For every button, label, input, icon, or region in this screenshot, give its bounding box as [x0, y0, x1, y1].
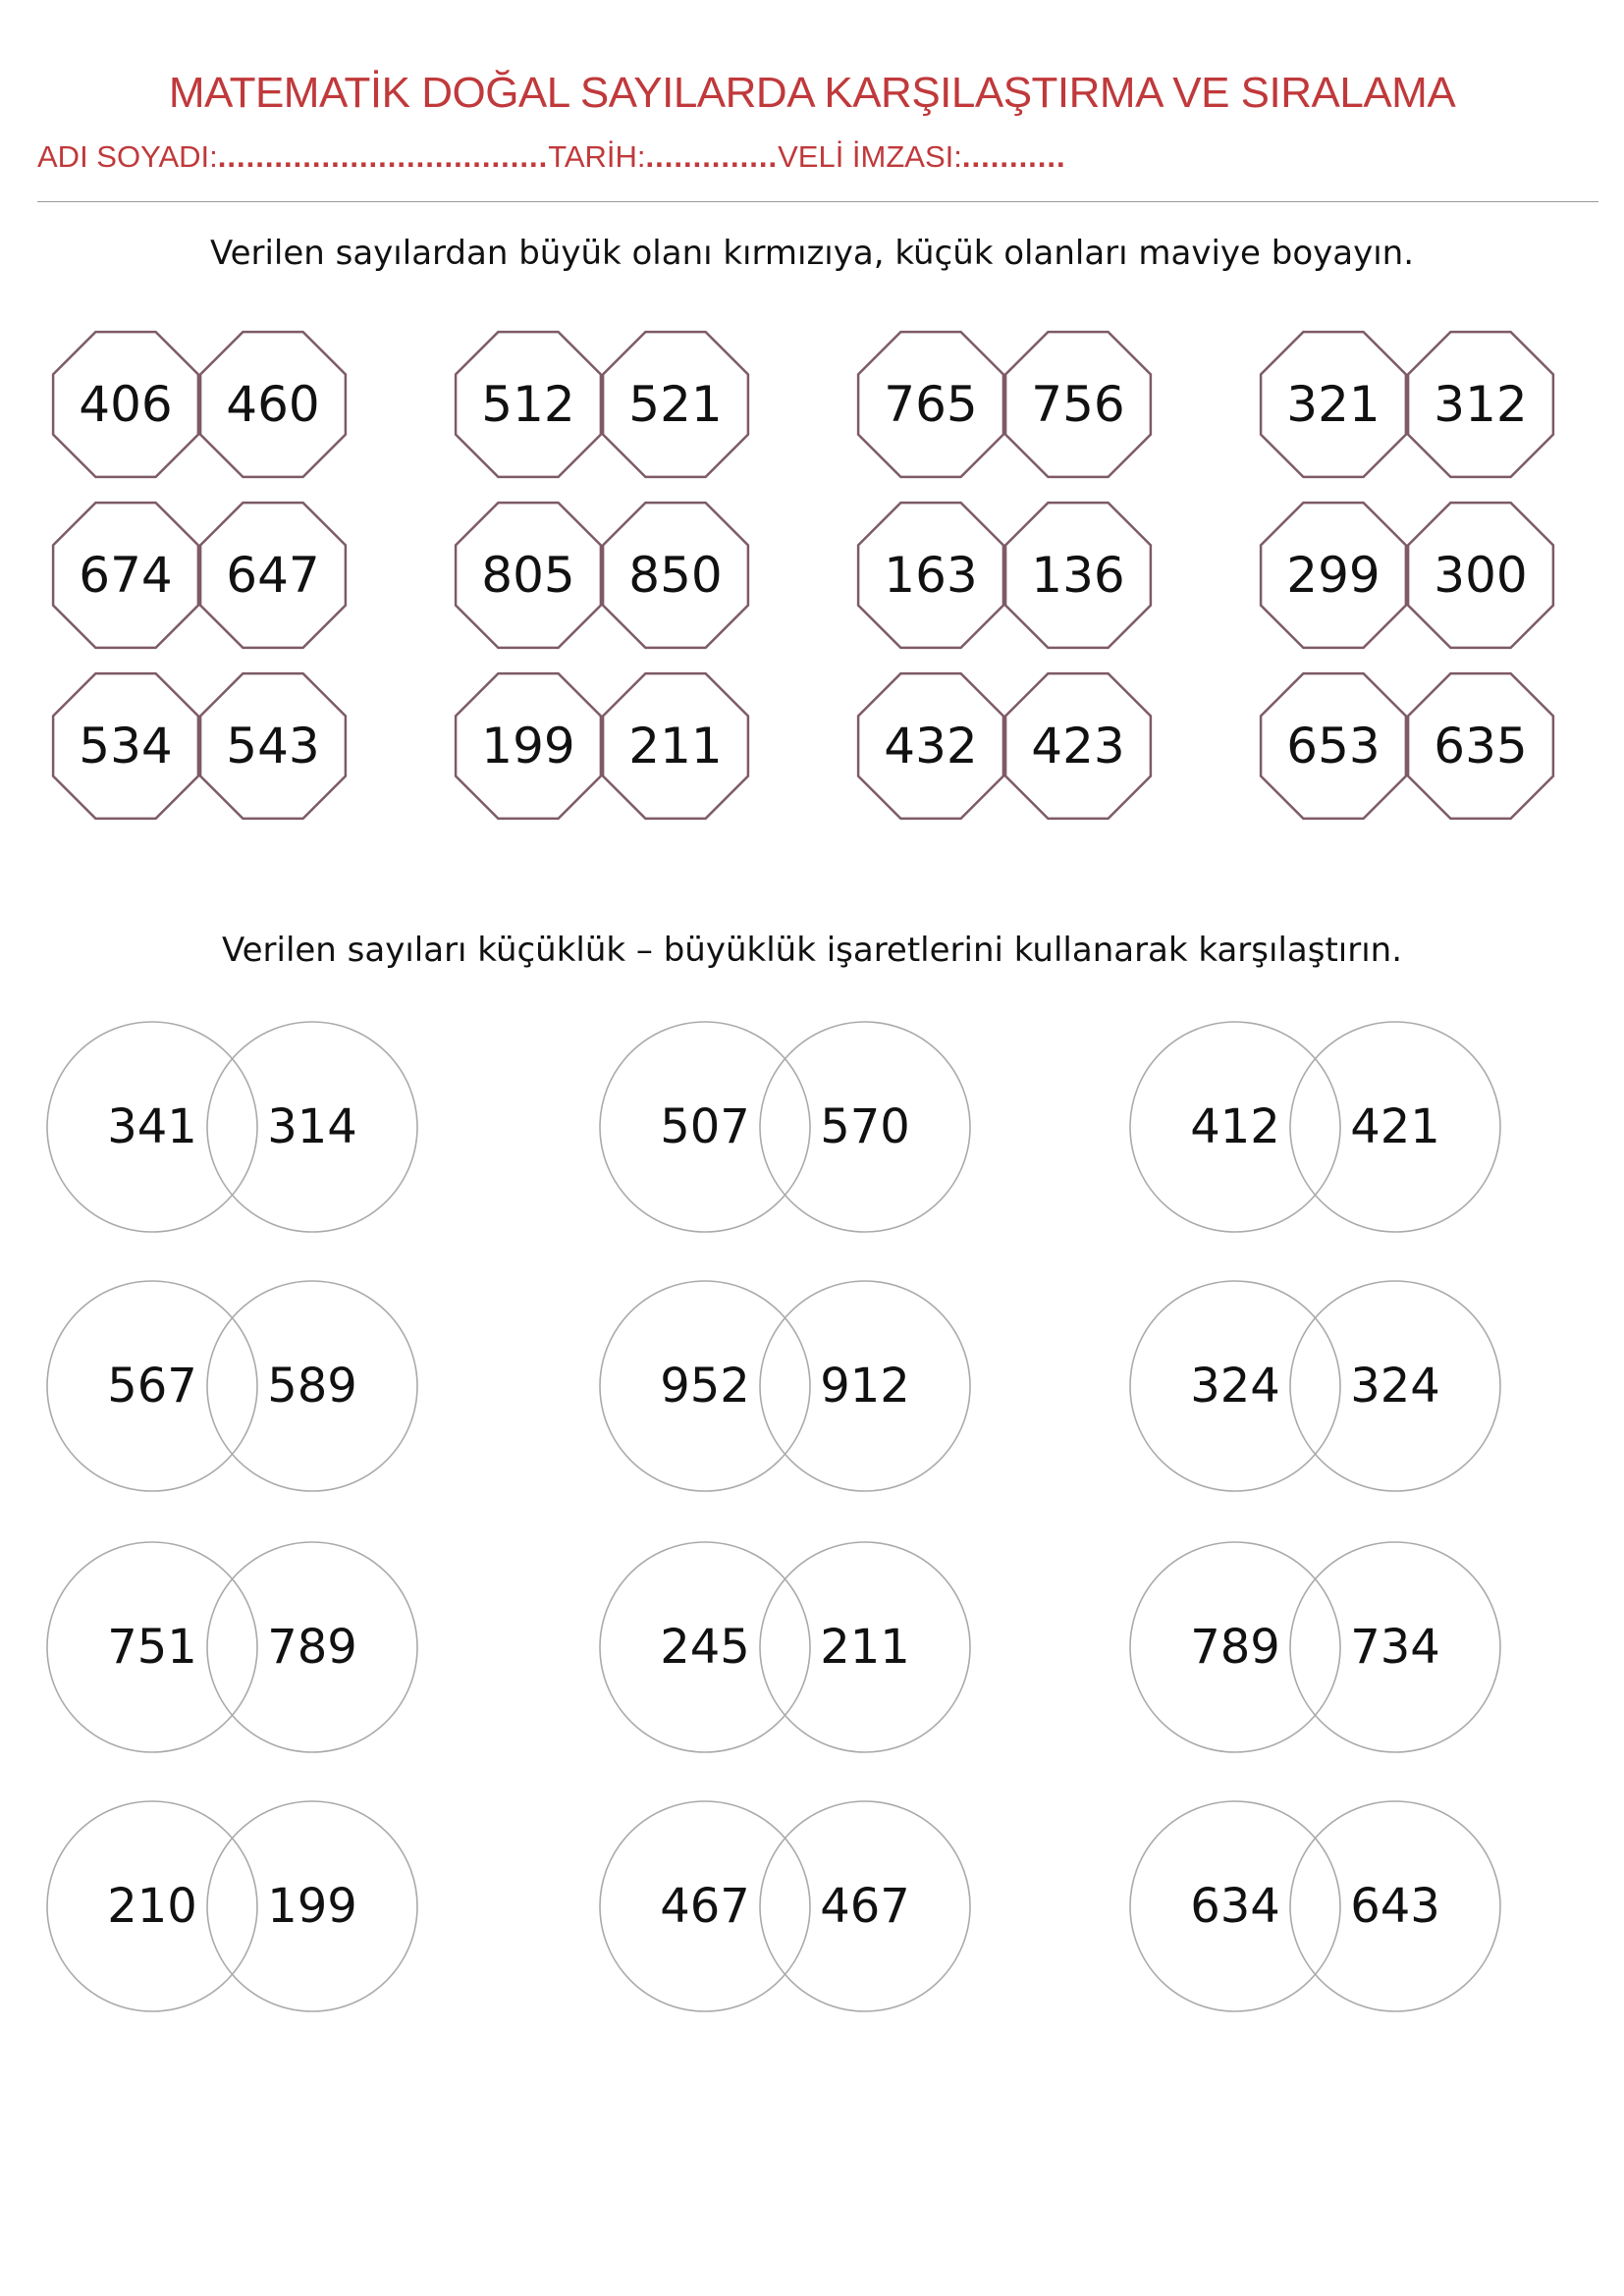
octagon-number: 432 [884, 718, 978, 774]
octagon-number: 850 [628, 547, 723, 604]
circle-number: 245 [660, 1620, 750, 1675]
octagon-number: 211 [628, 718, 723, 774]
circle-number: 211 [820, 1620, 910, 1675]
circle-number: 912 [820, 1359, 910, 1414]
circle-number: 634 [1190, 1879, 1280, 1934]
octagon-pair [858, 503, 1151, 648]
circle-number: 199 [267, 1879, 357, 1934]
octagon-number: 312 [1434, 376, 1528, 433]
circle-pair [47, 1022, 417, 1232]
circle-number: 314 [267, 1099, 357, 1154]
circle-pair [600, 1281, 970, 1491]
circle-number: 567 [107, 1359, 197, 1414]
circle-number: 412 [1190, 1099, 1280, 1154]
octagon-pair [456, 673, 748, 819]
octagon-number: 805 [481, 547, 575, 604]
octagon-number: 647 [226, 547, 320, 604]
section1-instruction: Verilen sayılardan büyük olanı kırmızıya, küçük olanları maviye boyayın. [209, 234, 1415, 273]
octagon-number: 300 [1434, 547, 1528, 604]
octagon-number: 756 [1031, 376, 1125, 433]
signature-label: VELİ İMZASI: [778, 139, 962, 174]
circle-number: 570 [820, 1099, 910, 1154]
octagon-number: 521 [628, 376, 723, 433]
octagon-number: 460 [226, 376, 320, 433]
circle-number: 734 [1350, 1620, 1440, 1675]
octagon-number: 765 [884, 376, 978, 433]
octagon-pair [1261, 332, 1553, 477]
circle-number: 341 [107, 1099, 197, 1154]
octagon-pair [1261, 503, 1553, 648]
octagon-number: 163 [884, 547, 978, 604]
octagon-number: 512 [481, 376, 575, 433]
signature-field[interactable]: ........... [961, 139, 1066, 174]
octagon-number: 299 [1286, 547, 1380, 604]
circle-pair [600, 1542, 970, 1752]
name-field[interactable]: ................................... [217, 139, 549, 174]
circle-pair [1130, 1022, 1500, 1232]
date-field[interactable]: .............. [645, 139, 779, 174]
circle-pair [47, 1542, 417, 1752]
circle-number: 789 [1190, 1620, 1280, 1675]
circle-number: 751 [107, 1620, 197, 1675]
circle-number: 324 [1350, 1359, 1440, 1414]
circle-number: 643 [1350, 1879, 1440, 1934]
octagon-number: 635 [1434, 718, 1528, 774]
name-label: ADI SOYADI: [37, 139, 218, 174]
octagon-pair [858, 673, 1151, 819]
octagon-pair [53, 332, 346, 477]
octagon-number: 423 [1031, 718, 1125, 774]
octagon-number: 199 [481, 718, 575, 774]
circle-number: 324 [1190, 1359, 1280, 1414]
octagon-pair [858, 332, 1151, 477]
circle-pair [1130, 1281, 1500, 1491]
circle-pair [1130, 1542, 1500, 1752]
octagon-pair [456, 503, 748, 648]
circle-number: 467 [820, 1879, 910, 1934]
octagon-number: 543 [226, 718, 320, 774]
circle-pair [47, 1281, 417, 1491]
circle-number: 952 [660, 1359, 750, 1414]
circle-number: 210 [107, 1879, 197, 1934]
circle-pair [600, 1022, 970, 1232]
octagon-number: 674 [79, 547, 173, 604]
circle-number: 589 [267, 1359, 357, 1414]
circle-pair [47, 1801, 417, 2011]
octagon-pair [1261, 673, 1553, 819]
circle-number: 789 [267, 1620, 357, 1675]
circle-pair [600, 1801, 970, 2011]
section2-instruction: Verilen sayıları küçüklük – büyüklük işaretlerini kullanarak karşılaştırın. [221, 931, 1403, 970]
octagon-pair [456, 332, 748, 477]
octagon-number: 653 [1286, 718, 1380, 774]
octagon-pair [53, 673, 346, 819]
octagon-number: 321 [1286, 376, 1380, 433]
circle-pair [1130, 1801, 1500, 2011]
circle-number: 467 [660, 1879, 750, 1934]
octagon-pair [53, 503, 346, 648]
date-label: TARİH: [548, 139, 646, 174]
octagon-number: 534 [79, 718, 173, 774]
circle-number: 507 [660, 1099, 750, 1154]
octagon-number: 136 [1031, 547, 1125, 604]
octagon-number: 406 [79, 376, 173, 433]
page-title: MATEMATİK DOĞAL SAYILARDA KARŞILAŞTIRMA VE SIRALAMA [168, 69, 1456, 117]
circle-number: 421 [1350, 1099, 1440, 1154]
